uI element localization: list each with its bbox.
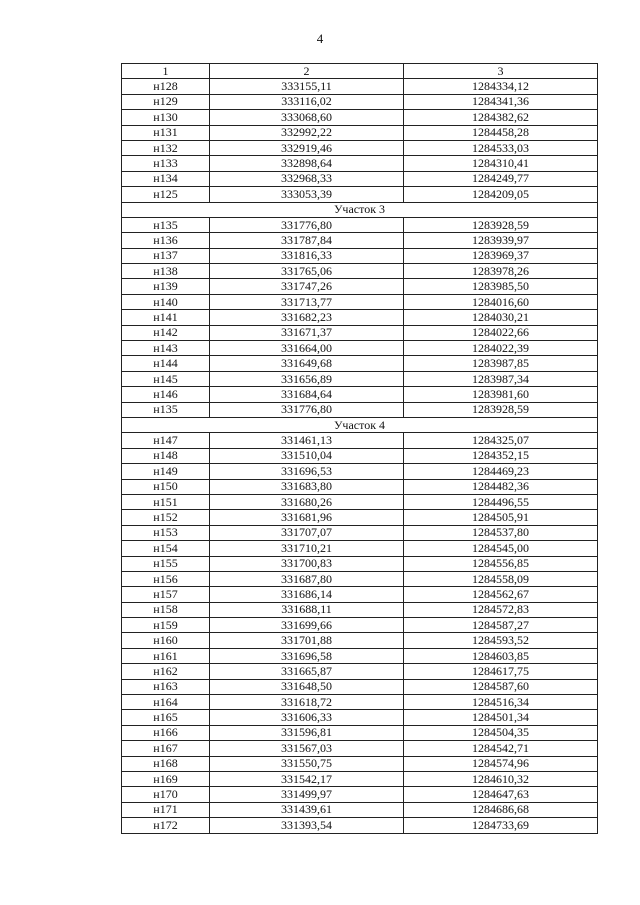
- page-number: 4: [316, 31, 324, 46]
- point-id-cell: н133: [122, 156, 210, 171]
- table-row: [122, 125, 598, 140]
- point-id-cell: н164: [122, 695, 210, 710]
- table-row: [122, 556, 598, 571]
- x-coordinate-cell: 331713,77: [210, 294, 404, 309]
- point-id-cell: н163: [122, 679, 210, 694]
- table-row: [122, 587, 598, 602]
- table-row: [122, 110, 598, 125]
- table-row: [122, 771, 598, 786]
- point-id-cell: н134: [122, 171, 210, 186]
- x-coordinate-cell: 331700,83: [210, 556, 404, 571]
- x-coordinate-cell: 331671,37: [210, 325, 404, 340]
- table-header: [122, 64, 598, 79]
- y-coordinate-cell: 1284647,63: [404, 787, 598, 802]
- table-row: [122, 479, 598, 494]
- table-row: [122, 402, 598, 417]
- y-coordinate-cell: 1284610,32: [404, 771, 598, 786]
- table-row: [122, 679, 598, 694]
- x-coordinate-cell: 331696,53: [210, 464, 404, 479]
- x-coordinate-cell: 331618,72: [210, 695, 404, 710]
- y-coordinate-cell: 1284733,69: [404, 818, 598, 833]
- y-coordinate-cell: 1284341,36: [404, 94, 598, 109]
- table-row: [122, 371, 598, 386]
- x-coordinate-cell: 331776,80: [210, 402, 404, 417]
- x-coordinate-cell: 331393,54: [210, 818, 404, 833]
- y-coordinate-cell: 1284558,09: [404, 571, 598, 586]
- y-coordinate-cell: 1284603,85: [404, 648, 598, 663]
- point-id-cell: н159: [122, 618, 210, 633]
- x-coordinate-cell: 333053,39: [210, 187, 404, 202]
- table-row: [122, 79, 598, 94]
- point-id-cell: н140: [122, 294, 210, 309]
- table-row: [122, 187, 598, 202]
- table-row: [122, 156, 598, 171]
- y-coordinate-cell: 1283969,37: [404, 248, 598, 263]
- point-id-cell: н161: [122, 648, 210, 663]
- table-row: [122, 294, 598, 309]
- y-coordinate-cell: 1284482,36: [404, 479, 598, 494]
- table-row: [122, 325, 598, 340]
- point-id-cell: н139: [122, 279, 210, 294]
- x-coordinate-cell: 331687,80: [210, 571, 404, 586]
- y-coordinate-cell: 1284533,03: [404, 140, 598, 155]
- y-coordinate-cell: 1284504,35: [404, 725, 598, 740]
- y-coordinate-cell: 1284022,66: [404, 325, 598, 340]
- point-id-cell: н170: [122, 787, 210, 802]
- table-row: [122, 510, 598, 525]
- x-coordinate-cell: 331696,58: [210, 648, 404, 663]
- point-id-cell: н146: [122, 387, 210, 402]
- x-coordinate-cell: 331499,97: [210, 787, 404, 802]
- y-coordinate-cell: 1284545,00: [404, 541, 598, 556]
- y-coordinate-cell: 1284542,71: [404, 741, 598, 756]
- y-coordinate-cell: 1284556,85: [404, 556, 598, 571]
- x-coordinate-cell: 331649,68: [210, 356, 404, 371]
- table-row: [122, 140, 598, 155]
- point-id-cell: н151: [122, 494, 210, 509]
- y-coordinate-cell: 1284574,96: [404, 756, 598, 771]
- point-id-cell: н142: [122, 325, 210, 340]
- point-id-cell: н147: [122, 433, 210, 448]
- table-row: [122, 217, 598, 232]
- x-coordinate-cell: 331765,06: [210, 264, 404, 279]
- x-coordinate-cell: 333155,11: [210, 79, 404, 94]
- table-row: [122, 171, 598, 186]
- y-coordinate-cell: 1284249,77: [404, 171, 598, 186]
- y-coordinate-cell: 1284617,75: [404, 664, 598, 679]
- y-coordinate-cell: 1283978,26: [404, 264, 598, 279]
- point-id-cell: н154: [122, 541, 210, 556]
- x-coordinate-cell: 331542,17: [210, 771, 404, 786]
- table-row: [122, 602, 598, 617]
- x-coordinate-cell: 331510,04: [210, 448, 404, 463]
- point-id-cell: н165: [122, 710, 210, 725]
- point-id-cell: н130: [122, 110, 210, 125]
- point-id-cell: н149: [122, 464, 210, 479]
- table-row: [122, 525, 598, 540]
- point-id-cell: н152: [122, 510, 210, 525]
- x-coordinate-cell: 331710,21: [210, 541, 404, 556]
- y-coordinate-cell: 1283928,59: [404, 217, 598, 232]
- x-coordinate-cell: 331747,26: [210, 279, 404, 294]
- x-coordinate-cell: 332898,64: [210, 156, 404, 171]
- x-coordinate-cell: 331567,03: [210, 741, 404, 756]
- point-id-cell: н167: [122, 741, 210, 756]
- x-coordinate-cell: 331816,33: [210, 248, 404, 263]
- x-coordinate-cell: 331439,61: [210, 802, 404, 817]
- x-coordinate-cell: 331596,81: [210, 725, 404, 740]
- table-body: [122, 79, 598, 833]
- table-row: [122, 648, 598, 663]
- y-coordinate-cell: 1284572,83: [404, 602, 598, 617]
- x-coordinate-cell: 331681,96: [210, 510, 404, 525]
- y-coordinate-cell: 1284587,60: [404, 679, 598, 694]
- table-row: [122, 94, 598, 109]
- x-coordinate-cell: 331684,64: [210, 387, 404, 402]
- y-coordinate-cell: 1284501,34: [404, 710, 598, 725]
- y-coordinate-cell: 1284593,52: [404, 633, 598, 648]
- point-id-cell: н160: [122, 633, 210, 648]
- y-coordinate-cell: 1283987,34: [404, 371, 598, 386]
- table-row: [122, 464, 598, 479]
- table-row: [122, 264, 598, 279]
- y-coordinate-cell: 1284310,41: [404, 156, 598, 171]
- point-id-cell: н128: [122, 79, 210, 94]
- point-id-cell: н169: [122, 771, 210, 786]
- x-coordinate-cell: 331664,00: [210, 341, 404, 356]
- table-row: [122, 356, 598, 371]
- x-coordinate-cell: 331550,75: [210, 756, 404, 771]
- point-id-cell: н145: [122, 371, 210, 386]
- header-cell-y: 3: [404, 64, 598, 79]
- point-id-cell: н141: [122, 310, 210, 325]
- y-coordinate-cell: 1283928,59: [404, 402, 598, 417]
- coordinates-table: [121, 63, 598, 834]
- point-id-cell: н136: [122, 233, 210, 248]
- y-coordinate-cell: 1283987,85: [404, 356, 598, 371]
- y-coordinate-cell: 1284334,12: [404, 79, 598, 94]
- table-row: [122, 633, 598, 648]
- y-coordinate-cell: 1284325,07: [404, 433, 598, 448]
- point-id-cell: н166: [122, 725, 210, 740]
- section-row: [122, 417, 598, 432]
- point-id-cell: н135: [122, 402, 210, 417]
- y-coordinate-cell: 1284537,80: [404, 525, 598, 540]
- x-coordinate-cell: 331680,26: [210, 494, 404, 509]
- y-coordinate-cell: 1283981,60: [404, 387, 598, 402]
- point-id-cell: н138: [122, 264, 210, 279]
- table-row: [122, 233, 598, 248]
- x-coordinate-cell: 331682,23: [210, 310, 404, 325]
- x-coordinate-cell: 331699,66: [210, 618, 404, 633]
- y-coordinate-cell: 1284469,23: [404, 464, 598, 479]
- x-coordinate-cell: 331606,33: [210, 710, 404, 725]
- y-coordinate-cell: 1284516,34: [404, 695, 598, 710]
- table-row: [122, 494, 598, 509]
- header-cell-point: 1: [122, 64, 210, 79]
- section-row: [122, 202, 598, 217]
- y-coordinate-cell: 1284505,91: [404, 510, 598, 525]
- point-id-cell: н131: [122, 125, 210, 140]
- table-row: [122, 387, 598, 402]
- point-id-cell: н158: [122, 602, 210, 617]
- table-row: [122, 571, 598, 586]
- table-row: [122, 787, 598, 802]
- y-coordinate-cell: 1284022,39: [404, 341, 598, 356]
- table-row: [122, 818, 598, 833]
- point-id-cell: н155: [122, 556, 210, 571]
- point-id-cell: н157: [122, 587, 210, 602]
- point-id-cell: н156: [122, 571, 210, 586]
- x-coordinate-cell: 331683,80: [210, 479, 404, 494]
- table-row: [122, 802, 598, 817]
- point-id-cell: н143: [122, 341, 210, 356]
- table-row: [122, 725, 598, 740]
- x-coordinate-cell: 331686,14: [210, 587, 404, 602]
- point-id-cell: н153: [122, 525, 210, 540]
- table-row: [122, 279, 598, 294]
- section-title: Участок 3: [122, 202, 598, 217]
- x-coordinate-cell: 331665,87: [210, 664, 404, 679]
- table-row: [122, 341, 598, 356]
- y-coordinate-cell: 1284352,15: [404, 448, 598, 463]
- table-row: [122, 433, 598, 448]
- point-id-cell: н135: [122, 217, 210, 232]
- x-coordinate-cell: 333068,60: [210, 110, 404, 125]
- point-id-cell: н162: [122, 664, 210, 679]
- x-coordinate-cell: 332919,46: [210, 140, 404, 155]
- x-coordinate-cell: 331776,80: [210, 217, 404, 232]
- y-coordinate-cell: 1284382,62: [404, 110, 598, 125]
- point-id-cell: н129: [122, 94, 210, 109]
- point-id-cell: н144: [122, 356, 210, 371]
- x-coordinate-cell: 331787,84: [210, 233, 404, 248]
- y-coordinate-cell: 1284587,27: [404, 618, 598, 633]
- x-coordinate-cell: 333116,02: [210, 94, 404, 109]
- y-coordinate-cell: 1284562,67: [404, 587, 598, 602]
- y-coordinate-cell: 1284209,05: [404, 187, 598, 202]
- y-coordinate-cell: 1284016,60: [404, 294, 598, 309]
- x-coordinate-cell: 331707,07: [210, 525, 404, 540]
- point-id-cell: н125: [122, 187, 210, 202]
- section-title: Участок 4: [122, 417, 598, 432]
- point-id-cell: н137: [122, 248, 210, 263]
- table-row: [122, 741, 598, 756]
- x-coordinate-cell: 331461,13: [210, 433, 404, 448]
- point-id-cell: н172: [122, 818, 210, 833]
- table-row: [122, 695, 598, 710]
- point-id-cell: н171: [122, 802, 210, 817]
- x-coordinate-cell: 332968,33: [210, 171, 404, 186]
- table-row: [122, 710, 598, 725]
- table-row: [122, 541, 598, 556]
- table-row: [122, 756, 598, 771]
- header-row: [122, 64, 598, 79]
- table-row: [122, 618, 598, 633]
- point-id-cell: н132: [122, 140, 210, 155]
- point-id-cell: н168: [122, 756, 210, 771]
- point-id-cell: н150: [122, 479, 210, 494]
- y-coordinate-cell: 1284686,68: [404, 802, 598, 817]
- x-coordinate-cell: 331701,88: [210, 633, 404, 648]
- point-id-cell: н148: [122, 448, 210, 463]
- table-row: [122, 664, 598, 679]
- y-coordinate-cell: 1283939,97: [404, 233, 598, 248]
- y-coordinate-cell: 1284458,28: [404, 125, 598, 140]
- y-coordinate-cell: 1284030,21: [404, 310, 598, 325]
- table-row: [122, 248, 598, 263]
- y-coordinate-cell: 1283985,50: [404, 279, 598, 294]
- x-coordinate-cell: 331688,11: [210, 602, 404, 617]
- table-row: [122, 310, 598, 325]
- y-coordinate-cell: 1284496,55: [404, 494, 598, 509]
- x-coordinate-cell: 332992,22: [210, 125, 404, 140]
- x-coordinate-cell: 331648,50: [210, 679, 404, 694]
- header-cell-x: 2: [210, 64, 404, 79]
- table-row: [122, 448, 598, 463]
- x-coordinate-cell: 331656,89: [210, 371, 404, 386]
